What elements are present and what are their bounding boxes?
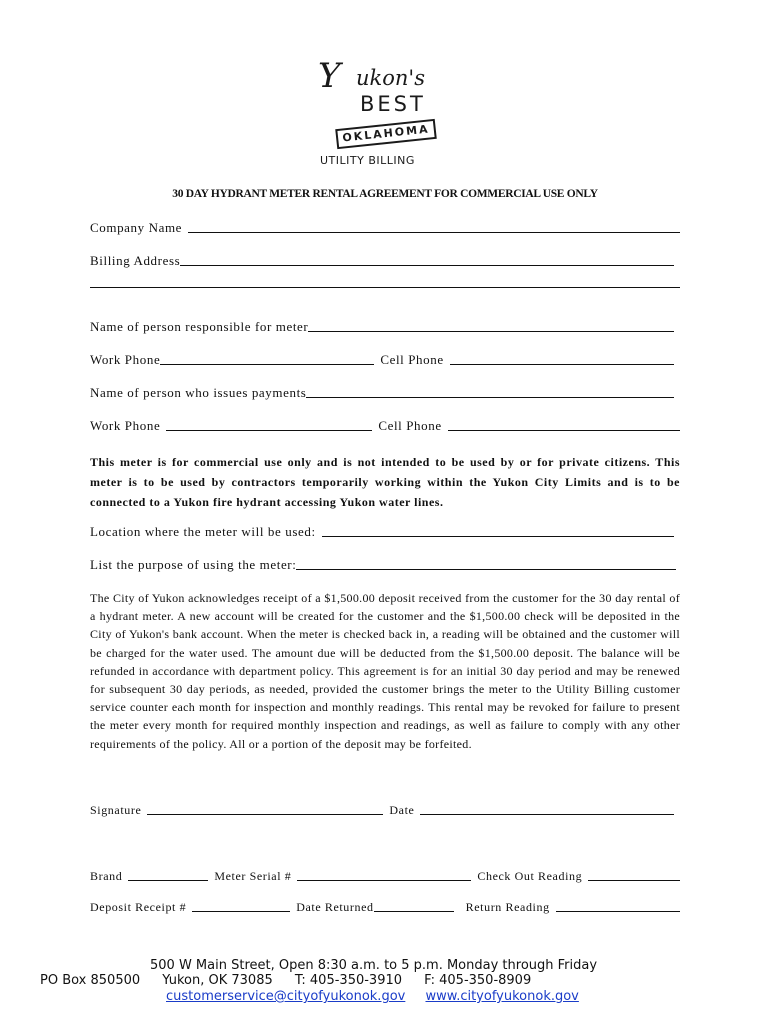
- signature-field[interactable]: [147, 813, 383, 815]
- return-info-row: [90, 900, 680, 915]
- footer-city: Yukon, OK 73085: [162, 973, 273, 988]
- location-label: Location where the meter will be used:: [90, 524, 316, 539]
- document-title: 30 DAY HYDRANT METER RENTAL AGREEMENT FOR COMMERCIAL USE ONLY: [172, 188, 598, 200]
- location-field[interactable]: [322, 535, 674, 537]
- commercial-use-notice: This meter is for commercial use only and is not intended to be used by or for private citizens. This meter is to be used by contractors temporarily working within the Yukon City Limits and is to be connected to a Yukon fire hydrant accessing Yukon water lines.: [90, 455, 680, 509]
- phone-row-1: [90, 352, 680, 368]
- purpose-row: [90, 557, 680, 573]
- cell-phone-label-2: Cell Phone: [378, 418, 442, 433]
- responsible-person-field[interactable]: [308, 330, 674, 332]
- signature-row: [90, 803, 680, 818]
- agreement-paragraph: The City of Yukon acknowledges receipt of a $1,500.00 deposit received from the customer for the 30 day rental of a hydrant meter. A new account will be created for the customer and the $1,500.00 check will be deposited in the City of Yukon's bank account. When the meter is checked back in, a reading will be obtained and the customer will be charged for the water used. The amount due will be deducted from the $1,500.00 deposit. The balance will be refunded in accordance with department policy. This agreement is for an initial 30 day period and may be renewed for subsequent 30 day periods, as needed, provided the customer brings the meter to the Utility Billing customer service counter each month for inspection and monthly readings. This rental may be revoked for failure to present the meter every month for required monthly inspection and readings, as well as failure to comply with any other requirements of the policy. All or a portion of the deposit may be forfeited.: [90, 591, 680, 751]
- footer-fax: F: 405-350-8909: [424, 973, 532, 988]
- check-out-reading-label: Check Out Reading: [477, 869, 583, 883]
- responsible-person-label: Name of person responsible for meter: [90, 319, 309, 334]
- cell-phone-field-2[interactable]: [448, 429, 680, 431]
- date-returned-label: Date Returned: [296, 900, 374, 914]
- work-phone-label-2: Work Phone: [90, 418, 161, 433]
- billing-address-field-2[interactable]: [90, 286, 680, 288]
- company-name-field[interactable]: [188, 231, 680, 233]
- logo-script-text: ukon's: [356, 66, 425, 90]
- footer-website-link[interactable]: www.cityofyukonok.gov: [425, 989, 579, 1004]
- return-reading-label: Return Reading: [465, 900, 550, 914]
- signature-label: Signature: [90, 803, 142, 817]
- cell-phone-label: Cell Phone: [380, 352, 444, 367]
- yukons-best-logo: [318, 58, 444, 170]
- return-reading-field[interactable]: [556, 910, 680, 912]
- cell-phone-field[interactable]: [450, 363, 674, 365]
- purpose-field[interactable]: [296, 568, 676, 570]
- footer-po-box: PO Box 850500: [40, 973, 141, 988]
- footer-line-1: 500 W Main Street, Open 8:30 a.m. to 5 p.m. Monday through Friday: [150, 958, 598, 973]
- deposit-receipt-field[interactable]: [192, 910, 290, 912]
- date-field[interactable]: [420, 813, 674, 815]
- meter-serial-label: Meter Serial #: [214, 869, 292, 883]
- logo-script-y: Y: [318, 56, 340, 96]
- meter-serial-field[interactable]: [297, 879, 471, 881]
- footer-line-3: [0, 989, 770, 1004]
- payer-row: [90, 385, 680, 401]
- footer-phone: T: 405-350-3910: [294, 973, 403, 988]
- billing-address-field[interactable]: [180, 264, 674, 266]
- company-name-row: [90, 220, 680, 236]
- location-row: [90, 524, 680, 540]
- logo-oklahoma-banner: OKLAHOMA: [335, 119, 437, 149]
- phone-row-2: [90, 418, 680, 434]
- payer-field[interactable]: [306, 396, 674, 398]
- work-phone-field[interactable]: [160, 363, 374, 365]
- billing-address-row-2: [90, 286, 680, 291]
- responsible-person-row: [90, 319, 680, 335]
- logo-subtitle: UTILITY BILLING: [320, 154, 415, 167]
- work-phone-label: Work Phone: [90, 352, 161, 367]
- date-returned-field[interactable]: [374, 910, 454, 912]
- check-out-reading-field[interactable]: [588, 879, 680, 881]
- company-name-label: Company Name: [90, 220, 183, 235]
- footer-email-link[interactable]: customerservice@cityofyukonok.gov: [166, 989, 406, 1004]
- deposit-receipt-label: Deposit Receipt #: [90, 900, 187, 914]
- payer-label: Name of person who issues payments: [90, 385, 307, 400]
- footer-line-2: [0, 973, 770, 988]
- billing-address-label: Billing Address: [90, 253, 181, 268]
- logo-best: BEST: [360, 92, 426, 116]
- purpose-label: List the purpose of using the meter:: [90, 557, 297, 572]
- date-label: Date: [389, 803, 415, 817]
- billing-address-row: [90, 253, 680, 269]
- brand-field[interactable]: [128, 879, 208, 881]
- work-phone-field-2[interactable]: [166, 429, 372, 431]
- meter-info-row: [90, 869, 680, 884]
- brand-label: Brand: [90, 869, 123, 883]
